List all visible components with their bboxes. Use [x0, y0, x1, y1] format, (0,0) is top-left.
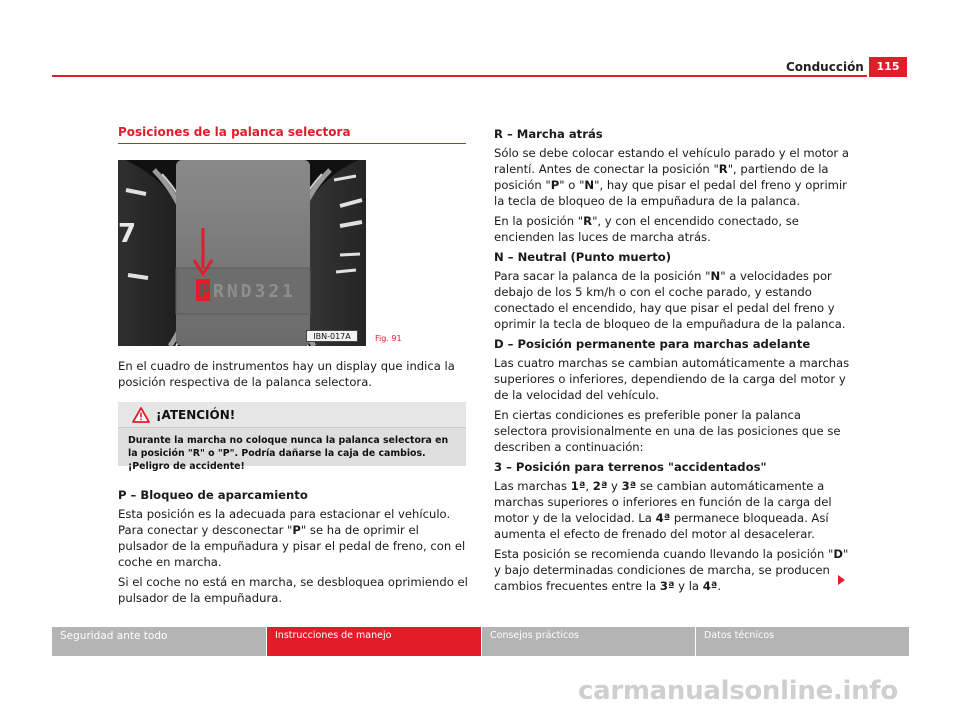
third-gear-paragraph-1: Las marchas 1ª, 2ª y 3ª se cambian automáticamente a marchas superiores o inferiores en función de la carga del motor y de la velocidad. La 4ª permanece bloqueada. Así aumenta el efecto de frenado del motor al desacelerar. — [494, 479, 832, 541]
warning-title: ¡ATENCIÓN! — [156, 408, 236, 422]
r-position-heading: R – Marcha atrás — [494, 127, 603, 141]
third-gear-paragraph-2: Esta posición se recomienda cuando llevando la posición "D" y bajo determinadas condiciones de marcha, se producen cambios frecuentes entre la 3ª y la 4ª. — [494, 547, 849, 593]
warning-header — [118, 402, 466, 428]
warning-box — [118, 402, 466, 472]
right-column-text — [494, 126, 854, 598]
warning-body: Durante la marcha no coloque nunca la palanca selectora en la posición "R" o "P". Podría dañarse la caja de cambios. ¡Peligro de accidente! — [128, 435, 449, 472]
footer-nav — [52, 627, 908, 656]
intro-paragraph: En el cuadro de instrumentos hay un display que indica la posición respectiva de la palanca selectora. — [118, 359, 455, 389]
figure-code: IBN-017A — [306, 330, 358, 342]
left-column-text — [118, 487, 468, 610]
central-panel — [176, 160, 310, 346]
section-rule — [118, 143, 466, 144]
p-position-paragraph-2: Si el coche no está en marcha, se desbloquea oprimiendo el pulsador de la empuñadura. — [118, 575, 468, 605]
gauge-number-left: 7 — [118, 219, 137, 249]
r-position-paragraph-2: En la posición "R", y con el encendido conectado, se encienden las luces de marcha atrás. — [494, 214, 799, 244]
d-position-paragraph-2: En ciertas condiciones es preferible poner la palanca selectora provisionalmente en una de las posiciones que se describen a continuación: — [494, 408, 841, 454]
figure-label: Fig. 91 — [375, 334, 402, 343]
instrument-cluster-figure — [118, 160, 366, 346]
header-rule — [52, 75, 867, 77]
n-position-heading: N – Neutral (Punto muerto) — [494, 250, 672, 264]
section-title: Posiciones de la palanca selectora — [118, 125, 351, 139]
footer-tab-consejos[interactable]: Consejos prácticos — [482, 627, 695, 656]
footer-tab-seguridad[interactable]: Seguridad ante todo — [52, 627, 266, 656]
warning-triangle-icon — [132, 407, 150, 423]
chapter-title: Conducción — [786, 60, 864, 74]
d-position-paragraph-1: Las cuatro marchas se cambian automáticamente a marchas superiores o inferiores, dependiendo de la carga del motor y de la velocidad del vehículo. — [494, 356, 850, 402]
third-gear-heading: 3 – Posición para terrenos "accidentados" — [494, 460, 767, 474]
r-position-paragraph-1: Sólo se debe colocar estando el vehículo parado y el motor a ralentí. Antes de conectar la posición "R", partiendo de la posición "P" o "N", hay que pisar el pedal del freno y oprimir la tecla de bloqueo de la empuñadura de la palanca. — [494, 146, 849, 208]
p-position-paragraph-1: Esta posición es la adecuada para estacionar el vehículo. Para conectar y desconectar "P" se ha de oprimir el pulsador de la empuñadura y pisar el pedal de freno, con el coche en marcha. — [118, 507, 466, 569]
cluster-illustration — [118, 160, 366, 346]
page-number-badge: 115 — [869, 57, 907, 77]
continue-arrow-icon — [838, 575, 845, 585]
n-position-paragraph: Para sacar la palanca de la posición "N" a velocidades por debajo de los 5 km/h o con el coche parado, y estando conectado el encendido, hay que pisar el pedal del freno y oprimir la tecla de bloqueo de la empuñadura de la palanca. — [494, 269, 846, 331]
watermark: carmanualsonline.info — [578, 676, 898, 706]
gear-display-text: RND321 — [213, 281, 297, 302]
footer-tab-datos[interactable]: Datos técnicos — [696, 627, 909, 656]
p-position-heading: P – Bloqueo de aparcamiento — [118, 488, 308, 502]
gear-display-highlight: P — [199, 281, 210, 302]
d-position-heading: D – Posición permanente para marchas adelante — [494, 337, 811, 351]
footer-tab-instrucciones[interactable]: Instrucciones de manejo — [267, 627, 481, 656]
